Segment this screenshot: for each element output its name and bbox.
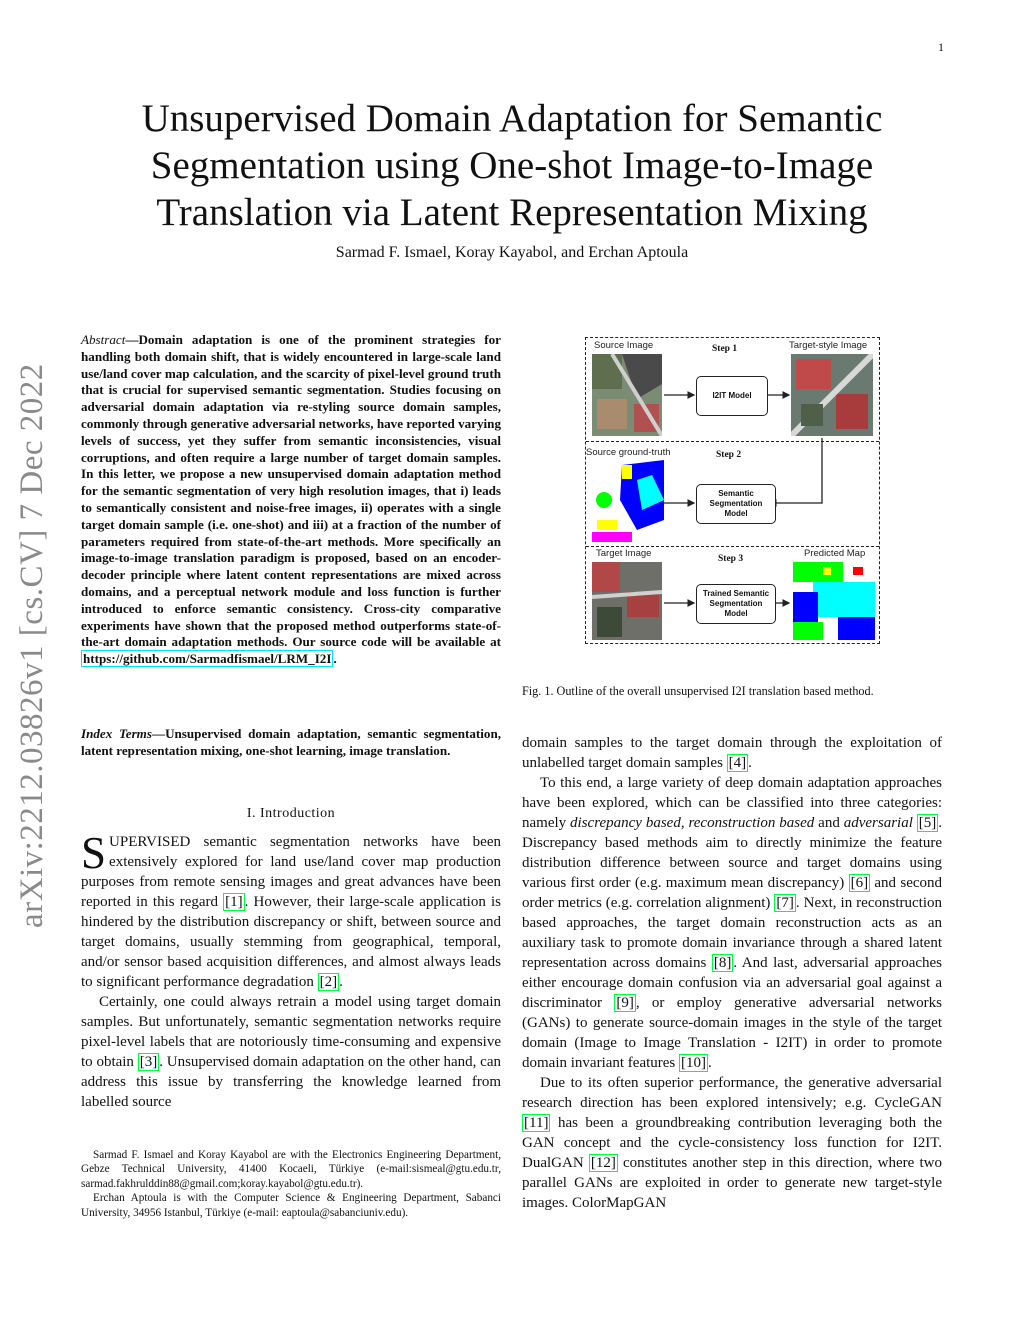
target-image-thumbnail xyxy=(592,562,662,640)
abstract-text: —Domain adaptation is one of the prominent strategies for handling both domain shift, that is widely encountered in large-scale land use/land cover map calculation, and the scarcity of pixel-level ground truth that is crucial for supervised semantic segmentation. Studies focusing on adversarial domain adaptation via re-styling source domain samples, commonly through generative adversarial networks, have reported varying levels of success, yet they suffer from semantic inconsistencies, visual corruptions, and often require a large number of target domain samples. In this letter, we propose a new unsupervised domain adaptation method for the semantic segmentation of very high resolution images, that i) leads to semantically consistent and noise-free images, ii) operates with a single target domain sample (i.e. one-shot) and iii) at a fraction of the number of parameters required from state-of-the-art methods. More specifically an image-to-image translation paradigm is proposed, based on an encoder-decoder principle where latent content representations are mixed across domains, and a perceptual network module and loss function is further introduced to enforce semantic consistency. Cross-city comparative experiments have shown that the proposed method outperforms state-of-the-art domain adaptation methods. Our source code will be available at xyxy=(81,332,501,650)
text: . xyxy=(708,1055,712,1071)
emphasis: adversarial xyxy=(843,815,913,831)
source-ground-truth-label: Source ground-truth xyxy=(586,447,671,458)
page-number: 1 xyxy=(938,40,944,54)
target-image-label: Target Image xyxy=(596,548,652,559)
citation-link[interactable]: [12] xyxy=(590,1155,616,1171)
source-code-link[interactable]: https://github.com/Sarmadfismael/LRM_I2I xyxy=(83,651,332,667)
intro-paragraph-2 xyxy=(81,992,501,1112)
citation-link[interactable]: [9] xyxy=(616,995,634,1011)
emphasis: reconstruction based xyxy=(688,815,815,831)
text: . Next, in reconstruction based approaches, the target domain reconstruction acts as an auxiliary task to promote domain invariance through a shared latent representation across domains xyxy=(522,895,942,971)
text: constitutes another step in this direction, where two parallel GANs are exploited in order to generate new target-style images. ColorMapGAN xyxy=(522,1155,942,1211)
text: and xyxy=(814,815,844,831)
text: and second order metrics (e.g. correlation alignment) xyxy=(522,875,943,911)
index-terms-text: —Unsupervised domain adaptation, semantic segmentation, latent representation mixing, one-shot learning, image translation. xyxy=(81,726,501,758)
citation-link[interactable]: [7] xyxy=(776,895,794,911)
i2it-model-box: I2IT Model xyxy=(696,376,768,416)
segmentation-model-box: Semantic Segmentation Model xyxy=(696,484,776,524)
figure-1 xyxy=(585,337,880,644)
authors: Sarmad F. Ismael, Koray Kayabol, and Erchan Aptoula xyxy=(335,244,689,261)
right-column-text xyxy=(522,733,942,1213)
text: . xyxy=(339,974,343,990)
text: Certainly, one could always retrain a model using target domain samples. But unfortunately, semantic segmentation networks require pixel-level labels that are notoriously time-consuming and expensive to obtain xyxy=(81,994,501,1070)
footnote-affiliation-1: Sarmad F. Ismael and Koray Kayabol are with the Electronics Engineering Department, Gebze Technical University, 41400 Kocaeli, Türkiye (e-mail:sismeal@gtu.edu.tr, sarmad.fakhrulddin88@gmail.com;koray.kayabol@gtu.edu.tr). xyxy=(81,1149,501,1190)
step-2-label: Step 2 xyxy=(716,450,742,460)
text: , or employ generative adversarial networks (GANs) to generate source-domain images in the style of the target domain (Image to Image Translation - I2IT) in order to promote domain invariant features xyxy=(522,995,943,1071)
step-1-label: Step 1 xyxy=(712,344,738,354)
citation-link[interactable]: [4] xyxy=(728,755,747,771)
text: . Unsupervised domain adaptation on the other hand, can address this issue by transferring the knowledge learned from labelled source xyxy=(81,1054,501,1110)
text: To this end, a large variety of deep domain adaptation approaches have been explored, which can be classified into three categories: namely xyxy=(522,775,942,831)
dropcap: S xyxy=(81,828,107,878)
arxiv-stamp: arXiv:2212.03826v1 [cs.CV] 7 Dec 2022 xyxy=(14,363,50,928)
citation-link[interactable]: [5] xyxy=(918,815,937,831)
citation-link[interactable]: [6] xyxy=(850,875,869,891)
figure-caption: Fig. 1. Outline of the overall unsupervised I2I translation based method. xyxy=(522,684,874,698)
abstract-end: . xyxy=(333,651,337,667)
text: . And last, adversarial approaches either encourage domain confusion via an adversarial goal against a discriminator xyxy=(522,955,943,1011)
source-image-label: Source Image xyxy=(594,340,654,351)
paper-title: Unsupervised Domain Adaptation for Semantic Segmentation using One-shot Image-to-Image Translation via Latent Representation Mixing xyxy=(141,97,883,234)
paragraph xyxy=(522,1073,942,1213)
text: . Discrepancy based methods aim to directly minimize the feature distribution difference between source and target domains using various first order (e.g. maximum mean discrepancy) xyxy=(522,815,943,891)
text: . However, their large-scale application is hindered by the distribution discrepancy or shift, between source and target domains, usually stemming from geographical, temporal, and/or sensor based acquisition differences, and almost always leads to significant performance degradation xyxy=(81,894,501,990)
abstract-label: Abstract xyxy=(81,332,126,347)
text: , xyxy=(680,815,689,831)
trained-model-box: Trained Semantic Segmentation Model xyxy=(696,584,776,624)
introduction xyxy=(81,828,501,1112)
target-style-label: Target-style Image xyxy=(789,340,868,351)
citation-link[interactable]: [10] xyxy=(681,1055,707,1071)
predicted-map-thumbnail xyxy=(793,562,875,640)
ground-truth-thumbnail xyxy=(592,460,664,542)
text: . xyxy=(748,755,752,771)
section-heading: I. Introduction xyxy=(246,806,336,821)
text: UPERVISED semantic segmentation networks have been extensively explored for land use/land cover map production purposes from remote sensing images and great advances have been reported in this regard xyxy=(81,834,501,910)
text: domain samples to the target domain through the exploitation of unlabelled target domain samples xyxy=(522,735,942,771)
index-terms xyxy=(81,726,501,760)
citation-link[interactable]: [3] xyxy=(139,1054,158,1070)
footnote xyxy=(81,1148,501,1220)
predicted-map-label: Predicted Map xyxy=(804,548,866,559)
citation-link[interactable]: [11] xyxy=(524,1115,549,1131)
paragraph xyxy=(522,733,942,773)
text: has been a groundbreaking contribution leveraging both the GAN concept and the cycle-consistency loss function for I2IT. DualGAN xyxy=(522,1115,942,1171)
abstract xyxy=(81,332,501,668)
citation-link[interactable]: [1] xyxy=(225,894,243,910)
index-terms-label: Index Terms xyxy=(81,726,152,741)
footnote-affiliation-2: Erchan Aptoula is with the Computer Science & Engineering Department, Sabanci University, 34956 Istanbul, Türkiye (e-mail: eaptoula@sabanciuniv.edu). xyxy=(81,1192,501,1219)
step-3-label: Step 3 xyxy=(718,554,744,564)
text: Due to its often superior performance, the generative adversarial research direction has been explored intensively; e.g. CycleGAN xyxy=(522,1075,942,1111)
emphasis: discrepancy based xyxy=(570,815,681,831)
intro-paragraph-1 xyxy=(81,828,501,992)
citation-link[interactable]: [2] xyxy=(319,974,338,990)
paragraph xyxy=(522,773,942,1073)
citation-link[interactable]: [8] xyxy=(713,955,732,971)
